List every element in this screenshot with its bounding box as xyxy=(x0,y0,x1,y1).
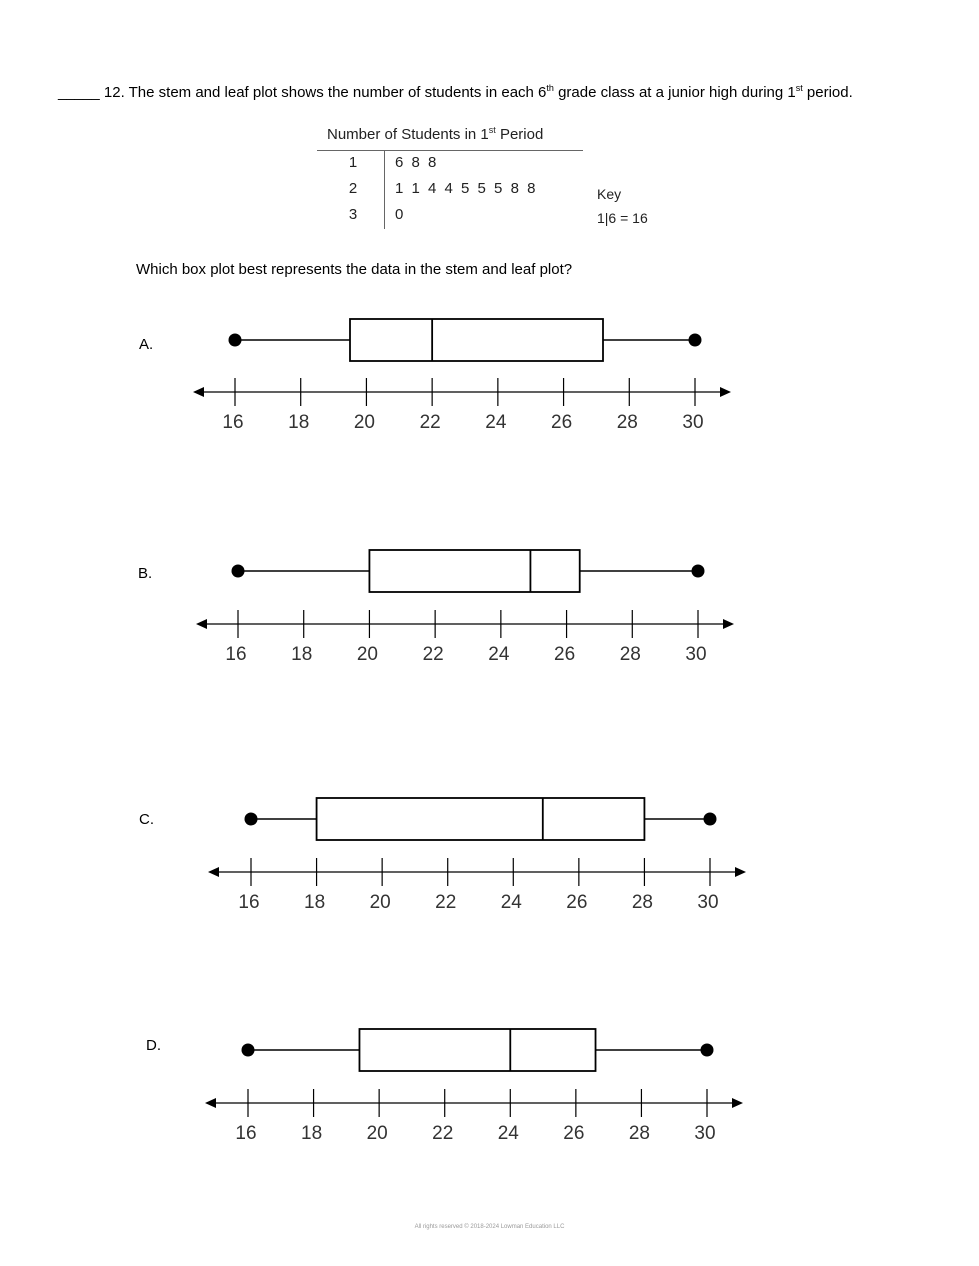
option-d-label[interactable]: D. xyxy=(146,1037,161,1054)
stem-leaf-divider xyxy=(384,151,385,229)
option-c-tick-label-18: 18 xyxy=(304,892,326,913)
option-d-tick-label-22: 22 xyxy=(432,1123,454,1144)
question-sup-th: th xyxy=(546,83,554,93)
option-d-tick-label-16: 16 xyxy=(235,1123,257,1144)
option-c-min-point xyxy=(245,813,258,826)
option-a-box xyxy=(350,319,603,361)
option-d-tick-label-30: 30 xyxy=(694,1123,716,1144)
stem-3: 3 xyxy=(348,206,358,223)
question-sup-st: st xyxy=(795,83,803,93)
option-a-axis-arrow-left xyxy=(193,387,204,397)
answer-blank[interactable]: _____ xyxy=(58,84,100,101)
option-a-tick-label-24: 24 xyxy=(485,412,507,433)
stem-leaf-title: Number of Students in 1st Period xyxy=(327,125,544,143)
option-a-tick-label-18: 18 xyxy=(288,412,310,433)
option-d-tick-label-20: 20 xyxy=(366,1123,388,1144)
question-part-1: 12. The stem and leaf plot shows the number of students in each 6 xyxy=(103,84,547,101)
option-d-tick-label-26: 26 xyxy=(563,1123,585,1144)
option-a-tick-label-28: 28 xyxy=(616,412,638,433)
option-b-tick-label-22: 22 xyxy=(422,644,444,665)
option-c-box xyxy=(317,798,645,840)
option-d-box xyxy=(359,1029,595,1071)
option-b-tick-label-30: 30 xyxy=(685,644,707,665)
prompt-text: Which box plot best represents the data in the stem and leaf plot? xyxy=(136,261,573,278)
stem-1: 1 xyxy=(348,154,358,171)
option-c-tick-label-24: 24 xyxy=(500,892,522,913)
leaves-3: 0 xyxy=(395,206,406,223)
option-d-tick-label-18: 18 xyxy=(301,1123,323,1144)
option-b-tick-label-26: 26 xyxy=(554,644,576,665)
option-b-tick-label-20: 20 xyxy=(356,644,378,665)
box-plot-d xyxy=(0,1010,979,1144)
stem-leaf-header-rule xyxy=(317,150,583,151)
option-c-axis-arrow-left xyxy=(208,867,219,877)
option-a-tick-label-16: 16 xyxy=(222,412,244,433)
option-a-axis-arrow-right xyxy=(720,387,731,397)
leaves-2: 1 1 4 4 5 5 5 8 8 xyxy=(395,180,538,197)
key-value: 1|6 = 16 xyxy=(597,210,648,226)
option-d-axis-arrow-left xyxy=(205,1098,216,1108)
option-d-tick-label-24: 24 xyxy=(497,1123,519,1144)
question-part-2: grade class at a junior high during 1 xyxy=(553,84,796,101)
box-plot-b xyxy=(0,531,979,665)
box-plot-a xyxy=(0,300,979,433)
option-b-axis-arrow-left xyxy=(196,619,207,629)
option-a-min-point xyxy=(229,334,242,347)
option-a-tick-label-20: 20 xyxy=(353,412,375,433)
option-c-tick-label-20: 20 xyxy=(369,892,391,913)
option-b-max-point xyxy=(692,565,705,578)
option-c-max-point xyxy=(704,813,717,826)
option-c-tick-label-30: 30 xyxy=(697,892,719,913)
option-d-tick-label-28: 28 xyxy=(628,1123,650,1144)
option-b-tick-label-18: 18 xyxy=(291,644,313,665)
question-part-3: period. xyxy=(802,84,853,101)
option-d-min-point xyxy=(242,1044,255,1057)
option-c-tick-label-26: 26 xyxy=(566,892,588,913)
leaves-1: 6 8 8 xyxy=(395,154,439,171)
option-c-tick-label-16: 16 xyxy=(238,892,260,913)
option-d-axis-arrow-right xyxy=(732,1098,743,1108)
option-b-tick-label-16: 16 xyxy=(225,644,247,665)
option-c-axis-arrow-right xyxy=(735,867,746,877)
option-b-min-point xyxy=(232,565,245,578)
option-a-tick-label-26: 26 xyxy=(551,412,573,433)
option-a-tick-label-22: 22 xyxy=(419,412,441,433)
option-b-box xyxy=(369,550,579,592)
box-plot-c xyxy=(0,779,979,913)
option-c-label[interactable]: C. xyxy=(139,811,154,828)
key-title: Key xyxy=(597,186,622,202)
question-text xyxy=(58,84,853,101)
stem-2: 2 xyxy=(348,180,358,197)
option-a-tick-label-30: 30 xyxy=(682,412,704,433)
option-b-tick-label-24: 24 xyxy=(488,644,510,665)
option-a-max-point xyxy=(689,334,702,347)
option-c-tick-label-22: 22 xyxy=(435,892,457,913)
option-b-label[interactable]: B. xyxy=(138,565,153,582)
option-b-tick-label-28: 28 xyxy=(619,644,641,665)
footer-copyright: All rights reserved © 2018-2024 Lowman Education LLC xyxy=(414,1224,565,1230)
option-d-max-point xyxy=(701,1044,714,1057)
option-c-tick-label-28: 28 xyxy=(631,892,653,913)
option-b-axis-arrow-right xyxy=(723,619,734,629)
option-a-label[interactable]: A. xyxy=(139,336,154,353)
